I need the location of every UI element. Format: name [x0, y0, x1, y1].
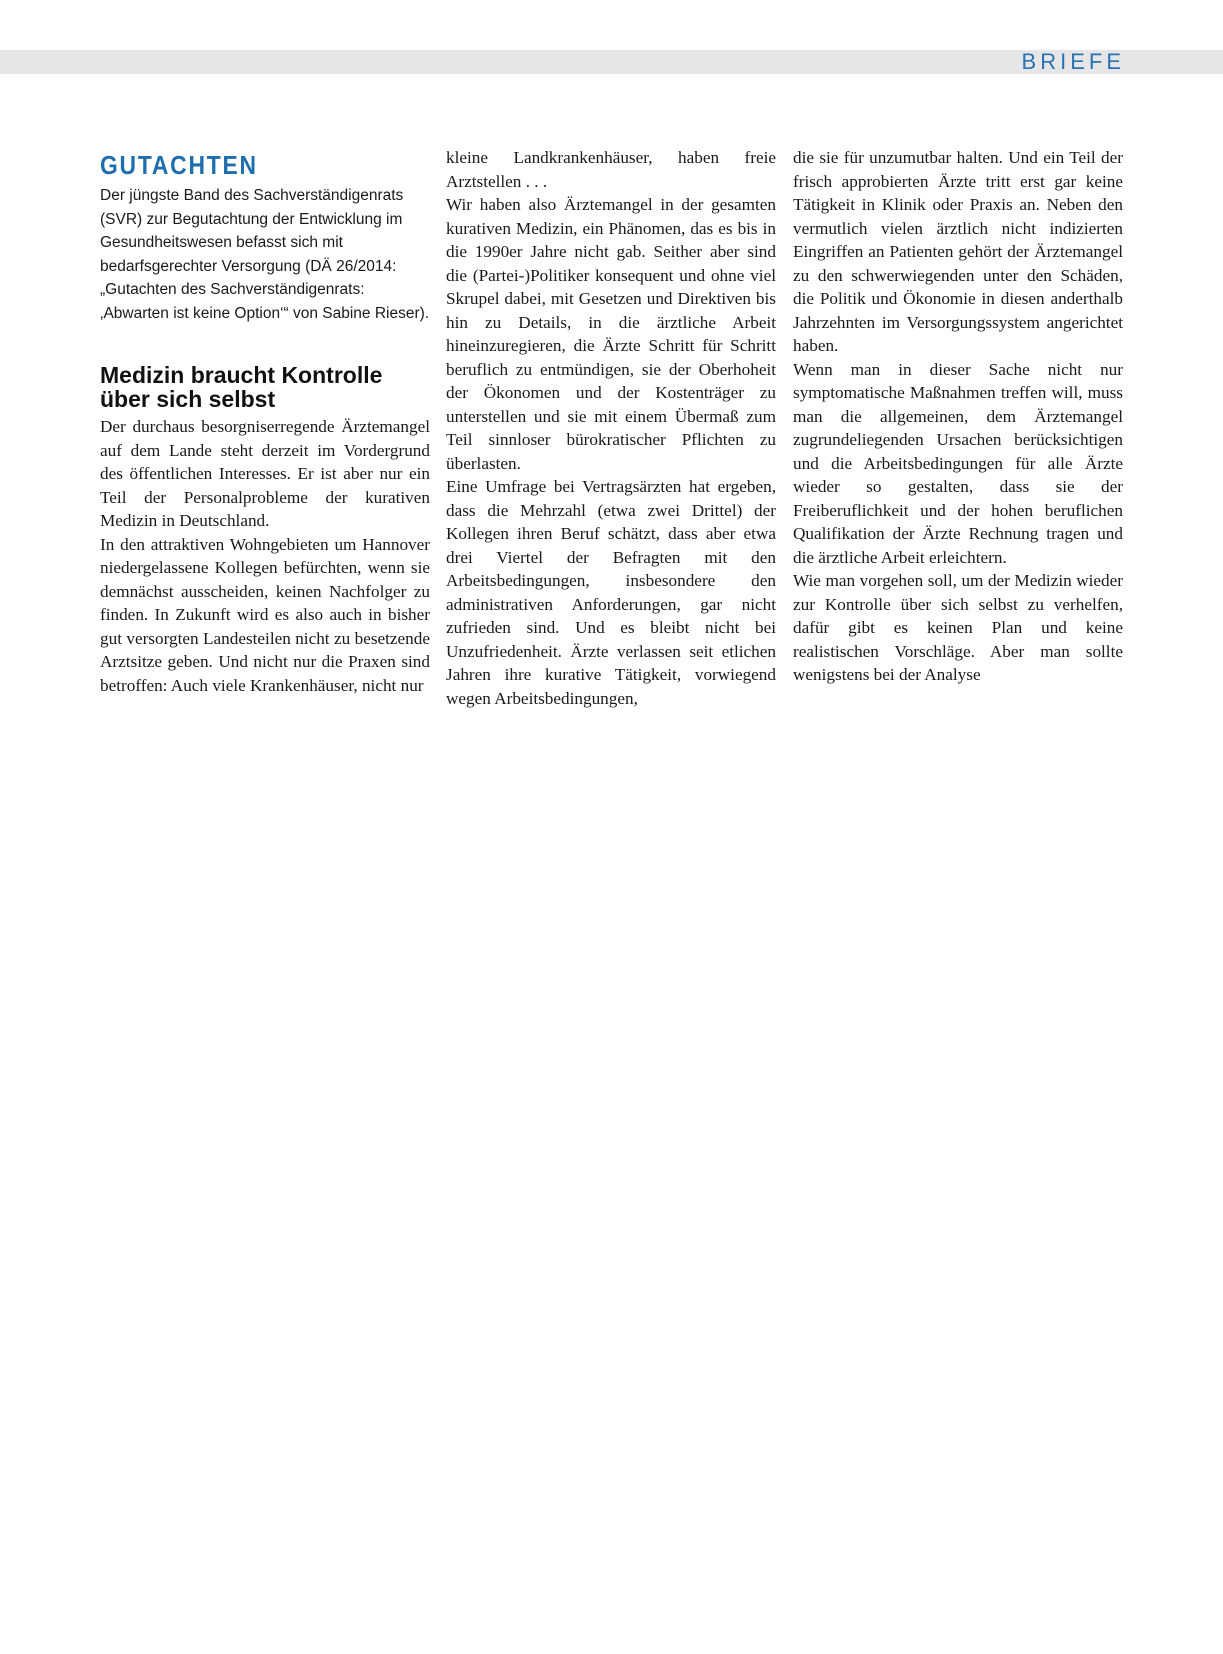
- topic-label: GUTACHTEN: [100, 150, 258, 180]
- article-column-2: [446, 146, 776, 710]
- body-paragraph: Wie man vorgehen soll, um der Medizin wieder zur Kontrolle über sich selbst zu verhelfen, dafür gibt es keinen Plan und keine realistischen Vorschläge. Aber man sollte wenigstens bei der Analyse: [793, 571, 1123, 684]
- column-3-body: [793, 146, 1123, 687]
- body-paragraph: Der durchaus besorgniserregende Ärztemangel auf dem Lande steht derzeit im Vordergrund des öffentlichen Interesses. Er ist aber nur ein Teil der Personalprobleme der kurativen Medizin in Deutschland.: [100, 417, 430, 530]
- article-column-1: [100, 146, 430, 697]
- section-header-label: BRIEFE: [1021, 49, 1125, 74]
- body-paragraph: Wir haben also Ärztemangel in der gesamten kurativen Medizin, ein Phänomen, das es bis in die 1990er Jahre nicht gab. Seither aber sind die (Partei-)Politiker konsequent und ohne viel Skrupel dabei, mit Gesetzen und Direktiven bis hin zu Details, in die ärztliche Arbeit hineinzuregieren, die Ärzte Schritt für Schritt beruflich zu entmündigen, sie der Oberhoheit der Ökonomen und der Kostenträger zu unterstellen und sie mit einem Übermaß zum Teil sinnloser bürokratischer Pflichten zu überlasten.: [446, 195, 776, 473]
- column-1-body: [100, 415, 430, 697]
- body-paragraph: die sie für unzumutbar halten. Und ein Teil der frisch approbierten Ärzte tritt erst gar keine Tätigkeit in Klinik oder Praxis an. Neben den vermutlich vielen ärztlich nicht indizierten Eingriffen an Patienten gehört der Ärztemangel zu den schwerwiegenden unter den Schäden, die Politik und Ökonomie in diesen anderthalb Jahrzehnten im Versorgungssystem angerichtet haben.: [793, 148, 1123, 355]
- body-paragraph: kleine Landkrankenhäuser, haben freie Arztstellen . . .: [446, 148, 776, 191]
- headline-line-1: Medizin braucht Kontrolle: [100, 362, 383, 388]
- article-column-3: [793, 146, 1123, 687]
- body-paragraph: Wenn man in dieser Sache nicht nur symptomatische Maßnahmen treffen will, muss man die allgemeinen, dem Ärztemangel zugrundeliegenden Ursachen berücksichtigen und die Arbeitsbedingungen für alle Ärzte wieder so gestalten, dass sie der Freiberuflichkeit und der hohen beruflichen Qualifikation der Ärzte Rechnung tragen und die ärztliche Arbeit erleichtern.: [793, 359, 1123, 567]
- headline-line-2: über sich selbst: [100, 386, 276, 412]
- column-2-body: [446, 146, 776, 710]
- body-paragraph: Eine Umfrage bei Vertragsärzten hat ergeben, dass die Mehrzahl (etwa zwei Drittel) der Kollegen ihren Beruf schätzt, dass aber etwa drei Viertel der Befragten mit den Arbeitsbedingungen, insbesondere den administrativen Anforderungen, gar nicht zufrieden sind. Und es bleibt nicht bei Unzufriedenheit. Ärzte verlassen seit etlichen Jahren ihre kurative Tätigkeit, vorwiegend wegen Arbeitsbedingungen,: [446, 477, 776, 708]
- body-paragraph: In den attraktiven Wohngebieten um Hannover niedergelassene Kollegen befürchten, wenn sie demnächst ausscheiden, keinen Nachfolger zu finden. In Zukunft wird es also auch in bisher gut versorgten Landesteilen nicht zu besetzende Arztsitze geben. Und nicht nur die Praxen sind betroffen: Auch viele Krankenhäuser, nicht nur: [100, 534, 430, 695]
- letter-intro: Der jüngste Band des Sachverständigenrats (SVR) zur Begutachtung der Entwicklung im Gesundheitswesen befasst sich mit bedarfsgerechter Versorgung (DÄ 26/2014: „Gutachten des Sachverständigenrats: ‚Abwarten ist keine Option‘“ von Sabine Rieser).: [100, 187, 430, 322]
- letter-headline: [100, 363, 430, 411]
